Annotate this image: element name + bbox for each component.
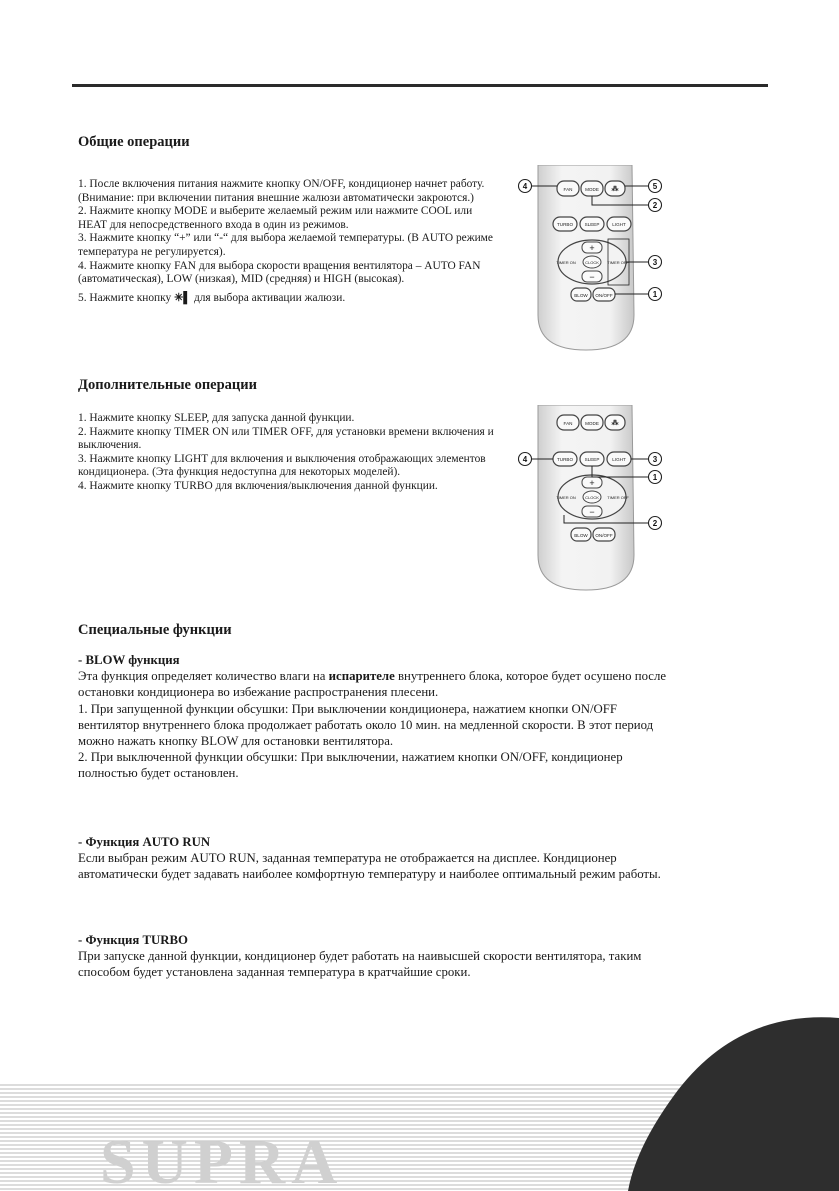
remote2-clock-label: CLOCK: [585, 495, 599, 500]
blow-intro-bold: испарителе: [328, 669, 395, 684]
remote-control-diagram-1: [500, 165, 680, 355]
section-additional-title: Дополнительные операции: [78, 377, 257, 393]
general-item-3: 3. Нажмите кнопку “+” или “-“ для выбора желаемой температуры. (В AUTO режиме температура не регулируется).: [78, 232, 493, 258]
blow-title: - BLOW функция: [78, 653, 180, 667]
remote1-timer-on-label: TIMER ON: [556, 260, 576, 265]
remote1-clock-label: CLOCK: [585, 260, 599, 265]
page-corner-decoration: [620, 1010, 839, 1191]
turbo-title: - Функция TURBO: [78, 933, 188, 947]
additional-item-1: 1. Нажмите кнопку SLEEP, для запуска данной функции.: [78, 412, 355, 424]
remote1-plus-label: +: [589, 243, 595, 253]
turbo-section: [78, 932, 678, 981]
remote2-plus-label: +: [589, 478, 595, 488]
additional-item-3: 3. Нажмите кнопку LIGHT для включения и выключения отображающих элементов кондиционера. (Эта функция недоступна для некоторых моделей).: [78, 452, 486, 479]
remote2-blow-label: BLOW: [574, 533, 588, 538]
general-item-2: 2. Нажмите кнопку MODE и выберите желаемый режим или нажмите COOL или HEAT для непосредственного входа в один из режимов.: [78, 205, 473, 231]
section-general-title: Общие операции: [78, 134, 190, 150]
blow-paragraph-1: 1. При запущенной функции обсушки: При выключении кондиционера, нажатием кнопки ON/OFF вентилятор внутреннего блока продолжает работать около 10 мин. на медленной скорости. В этот период можно нажать кнопку BLOW для остановки вентилятора.: [78, 701, 654, 749]
remote1-callout-3: 3: [652, 258, 658, 267]
remote2-callout-4: 4: [522, 455, 528, 464]
additional-item-2: 2. Нажмите кнопку TIMER ON или TIMER OFF, для установки времени включения и выключения.: [78, 425, 494, 452]
blow-intro: [78, 668, 678, 700]
remote1-minus-label: −: [589, 272, 595, 282]
remote2-timer-off-label: TIMER OFF: [607, 495, 629, 500]
swing-icon: ✳▌: [174, 291, 192, 304]
remote2-timer-on-label: TIMER ON: [556, 495, 576, 500]
general-item-4: 4. Нажмите кнопку FAN для выбора скорости вращения вентилятора – AUTO FAN (автоматическая), LOW (низкая), MID (средняя) и HIGH (высокая).: [78, 259, 481, 286]
remote2-onoff-label: ON/OFF: [595, 533, 613, 538]
remote1-turbo-label: TURBO: [556, 222, 574, 227]
blow-paragraph-2: 2. При выключенной функции обсушки: При выключении, нажатием кнопки ON/OFF, кондиционер полностью будет остановлен.: [78, 750, 623, 781]
remote-control-diagram-2: [500, 405, 680, 595]
autorun-text: Если выбран режим AUTO RUN, заданная температура не отображается на дисплее. Кондиционер автоматически будет задавать наиболее комфортную температуру и наиболее оптимальный режим работы.: [78, 851, 661, 882]
blow-intro-a: Эта функция определяет количество влаги на: [78, 669, 329, 684]
remote2-swing-icon: ⁂: [611, 420, 619, 427]
remote2-light-label: LIGHT: [612, 457, 626, 462]
remote1-callout-4: 4: [522, 182, 528, 191]
remote1-mode-label: MODE: [585, 187, 599, 192]
remote2-callout-3: 3: [652, 455, 658, 464]
remote1-callout-2: 2: [652, 201, 658, 210]
general-item-5: [78, 292, 503, 306]
remote1-callout-1: 1: [652, 290, 658, 299]
remote2-mode-label: MODE: [585, 421, 599, 426]
remote1-onoff-label: ON/OFF: [595, 293, 613, 298]
section-special-title: Специальные функции: [78, 622, 232, 638]
blow-section: [78, 652, 678, 782]
remote1-blow-label: BLOW: [574, 293, 588, 298]
additional-item-4: 4. Нажмите кнопку TURBO для включения/выключения данной функции.: [78, 479, 438, 492]
remote1-light-label: LIGHT: [612, 222, 626, 227]
remote2-callout-1: 1: [652, 473, 658, 482]
general-item-1: 1. После включения питания нажмите кнопку ON/OFF, кондиционер начнет работу. (Внимание: при включении питания внешние жалюзи автоматически закроются.): [78, 178, 485, 204]
remote1-sleep-label: SLEEP: [584, 222, 600, 227]
remote2-turbo-label: TURBO: [556, 457, 574, 462]
general-item-5-start: 5. Нажмите кнопку: [78, 291, 172, 304]
section-additional-text: [78, 412, 510, 494]
remote2-callout-2: 2: [652, 519, 658, 528]
remote2-minus-label: −: [589, 507, 595, 517]
autorun-title: - Функция AUTO RUN: [78, 835, 211, 849]
top-rule: [72, 84, 768, 87]
autorun-section: [78, 834, 678, 883]
general-item-5-end: для выбора активации жалюзи.: [193, 291, 346, 304]
remote2-sleep-label: SLEEP: [584, 457, 600, 462]
remote1-callout-5: 5: [652, 182, 658, 191]
blow-intro-b: внутреннего блока, которое будет осушено после остановки кондиционера во избежание распространения плесени.: [78, 669, 667, 700]
supra-logo: SUPRA: [100, 1126, 344, 1191]
remote1-swing-icon: ⁂: [611, 186, 619, 193]
turbo-text: При запуске данной функции, кондиционер будет работать на наивысшей скорости вентилятора, таким способом будет установлена заданная температура в кратчайшие сроки.: [78, 949, 642, 980]
remote2-fan-label: FAN: [563, 421, 573, 426]
section-general-text: [78, 178, 503, 305]
remote1-fan-label: FAN: [563, 187, 573, 192]
remote1-timer-off-label: TIMER OFF: [607, 260, 629, 265]
